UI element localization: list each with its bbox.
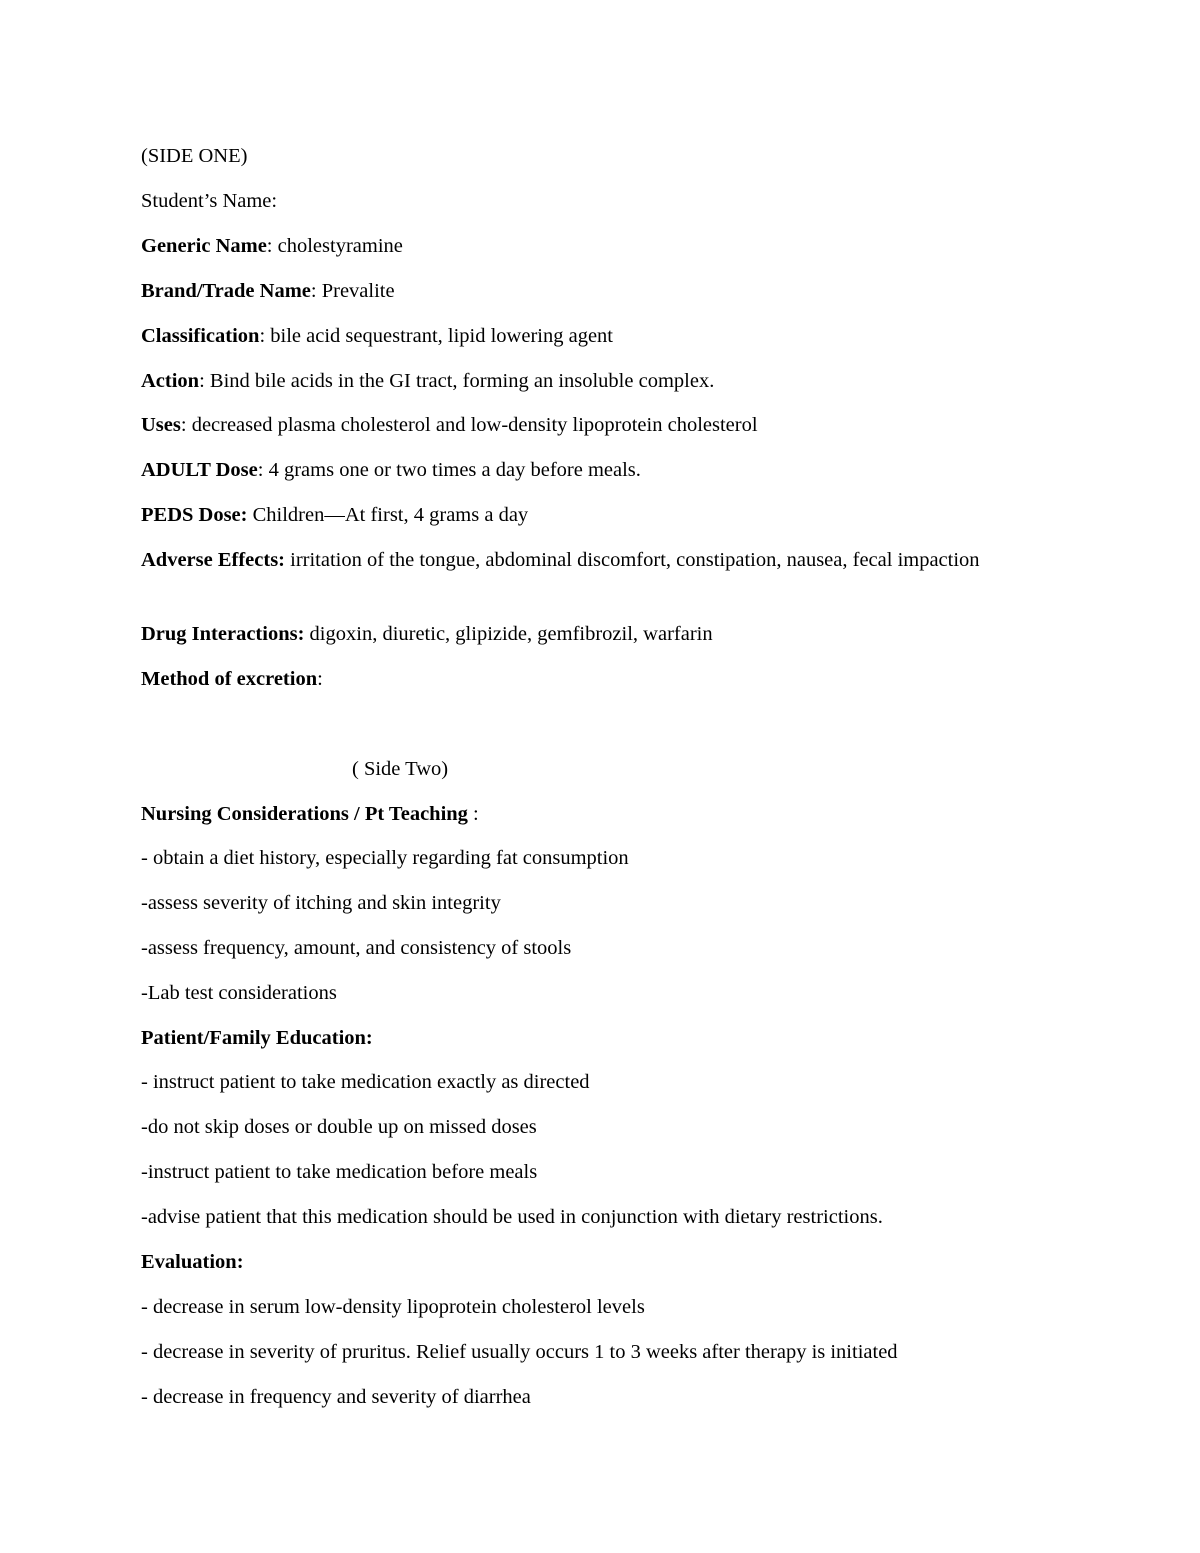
generic-name-sep: : [266, 235, 278, 257]
drug-interactions-value: digoxin, diuretic, glipizide, gemfibrozil, warfarin [309, 623, 713, 645]
brand-name-row [141, 276, 395, 306]
generic-name-value: cholestyramine [277, 235, 403, 257]
brand-name-value: Prevalite [321, 280, 395, 302]
evaluation-item: - decrease in serum low-density lipoprotein cholesterol levels [141, 1296, 645, 1318]
adverse-effects-label: Adverse Effects: [141, 549, 286, 571]
nursing-sep: : [467, 803, 479, 825]
evaluation-item: - decrease in frequency and severity of diarrhea [141, 1386, 531, 1408]
side-one-heading: (SIDE ONE) [141, 145, 248, 167]
brand-name-sep: : [310, 280, 322, 302]
classification-row [141, 321, 613, 351]
action-row [141, 366, 714, 396]
excretion-row [141, 664, 323, 694]
action-value: Bind bile acids in the GI tract, forming an insoluble complex. [209, 370, 715, 392]
adult-dose-value: 4 grams one or two times a day before meals. [268, 459, 641, 481]
action-label: Action [141, 370, 200, 392]
classification-sep: : [259, 325, 271, 347]
nursing-item: -assess frequency, amount, and consistency of stools [141, 937, 572, 959]
nursing-considerations-heading [141, 799, 479, 829]
evaluation-item: - decrease in severity of pruritus. Relief usually occurs 1 to 3 weeks after therapy is initiated [141, 1341, 898, 1363]
nursing-item: -Lab test considerations [141, 982, 337, 1004]
education-item: -instruct patient to take medication before meals [141, 1161, 538, 1183]
excretion-sep: : [317, 668, 323, 690]
adult-dose-row [141, 455, 641, 485]
peds-dose-row [141, 500, 528, 530]
classification-label: Classification [141, 325, 260, 347]
side-two-heading: ( Side Two) [352, 758, 449, 780]
action-sep: : [199, 370, 210, 392]
generic-name-label: Generic Name [141, 235, 267, 257]
education-heading: Patient/Family Education: [141, 1027, 373, 1049]
education-item: -do not skip doses or double up on missed doses [141, 1116, 537, 1138]
uses-value: decreased plasma cholesterol and low-density lipoprotein cholesterol [191, 414, 758, 436]
uses-row [141, 410, 758, 440]
drug-interactions-row [141, 619, 713, 649]
generic-name-row [141, 231, 403, 261]
adult-dose-label: ADULT Dose [141, 459, 258, 481]
peds-dose-label: PEDS Dose: [141, 504, 248, 526]
classification-value: bile acid sequestrant, lipid lowering agent [270, 325, 613, 347]
nursing-item: -assess severity of itching and skin integrity [141, 892, 501, 914]
nursing-item: - obtain a diet history, especially regarding fat consumption [141, 847, 629, 869]
peds-dose-value: Children—At first, 4 grams a day [252, 504, 529, 526]
drug-interactions-label: Drug Interactions: [141, 623, 305, 645]
uses-label: Uses [141, 414, 181, 436]
adult-dose-sep: : [257, 459, 269, 481]
excretion-label: Method of excretion [141, 668, 318, 690]
uses-sep: : [180, 414, 192, 436]
evaluation-heading: Evaluation: [141, 1251, 244, 1273]
education-item: -advise patient that this medication should be used in conjunction with dietary restrictions. [141, 1206, 883, 1228]
brand-name-label: Brand/Trade Name [141, 280, 311, 302]
student-name-field: Student’s Name: [141, 190, 278, 212]
education-item: - instruct patient to take medication exactly as directed [141, 1071, 590, 1093]
nursing-label: Nursing Considerations / Pt Teaching [141, 803, 468, 825]
adverse-effects-value: irritation of the tongue, abdominal discomfort, constipation, nausea, fecal impaction [290, 549, 980, 571]
adverse-effects-row [141, 545, 1021, 575]
